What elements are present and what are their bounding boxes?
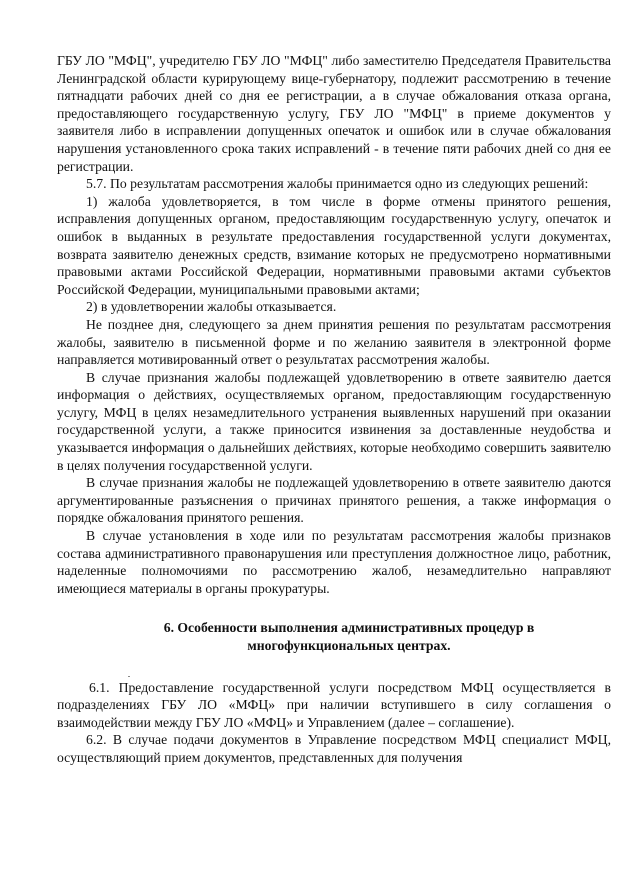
paragraph-satisfied: В случае признания жалобы подлежащей удовлетворению в ответе заявителю дается информация о действиях, осуществляемых органом, предоставляющим государственную услугу, МФЦ в целях незамедлительного устранения выявленных нарушений при оказании государственной услуги, а также приносится извинения за доставленные неудобства и указывается информация о дальнейших действиях, которые необходимо совершить заявителю в целях получения государственной услуги. — [57, 369, 611, 473]
section-heading-line2: многофункциональных центрах. — [247, 638, 451, 653]
section-heading — [57, 619, 611, 654]
section-heading-line1: 6. Особенности выполнения административных процедур в — [163, 620, 535, 636]
paragraph-not-satisfied: В случае признания жалобы не подлежащей удовлетворению в ответе заявителю даются аргументированные разъяснения о причинах принятого решения, а также информация о порядке обжалования принятого решения. — [57, 475, 611, 526]
paragraph-decision-2: 2) в удовлетворении жалобы отказывается. — [86, 299, 337, 315]
scan-speck — [128, 676, 130, 677]
paragraph-continuation: ГБУ ЛО "МФЦ", учредителю ГБУ ЛО "МФЦ" либо заместителю Председателя Правительства Ленинградской области курирующему вице-губернатору, подлежит рассмотрению в течение пятнадцати рабочих дней со дня ее регистрации, а в случае обжалования отказа органа, предоставляющего государственную услугу, ГБУ ЛО "МФЦ" в приеме документов у заявителя либо в исправлении допущенных опечаток и ошибок или в случае обжалования нарушения установленного срока таких исправлений - в течение пяти рабочих дней со дня ее регистрации. — [57, 53, 611, 174]
paragraph-violation: В случае установления в ходе или по результатам рассмотрения жалобы признаков состава административного правонарушения или преступления должностное лицо, работник, наделенные полномочиями по рассмотрению жалоб, незамедлительно направляют имеющиеся материалы в органы прокуратуры. — [57, 528, 611, 596]
paragraph-6-1: 6.1. Предоставление государственной услуги посредством МФЦ осуществляется в подразделениях ГБУ ЛО «МФЦ» при наличии вступившего в силу соглашения о взаимодействии между ГБУ ЛО «МФЦ» и Управлением (далее – соглашение). — [57, 679, 611, 730]
paragraph-decision-1: 1) жалоба удовлетворяется, в том числе в форме отмены принятого решения, исправления допущенных органом, предоставляющим государственную услугу, опечаток и ошибок в выданных в результате предоставления государственной услуги документах, возврата заявителю денежных средств, взимание которых не предусмотрено нормативными правовыми актами Российской Федерации, нормативными правовыми актами субъектов Российской Федерации, муниципальными правовыми актами; — [57, 193, 611, 297]
paragraph-response-deadline: Не позднее дня, следующего за днем принятия решения по результатам рассмотрения жалобы, заявителю в письменной форме и по желанию заявителя в электронной форме направляется мотивированный ответ о результатах рассмотрения жалобы. — [57, 316, 611, 368]
paragraph-5-7: 5.7. По результатам рассмотрения жалобы принимается одно из следующих решений: — [86, 176, 589, 192]
paragraph-6-2: 6.2. В случае подачи документов в Управление посредством МФЦ специалист МФЦ, осуществляющий прием документов, представленных для получения — [57, 732, 611, 765]
document-body — [57, 52, 611, 767]
